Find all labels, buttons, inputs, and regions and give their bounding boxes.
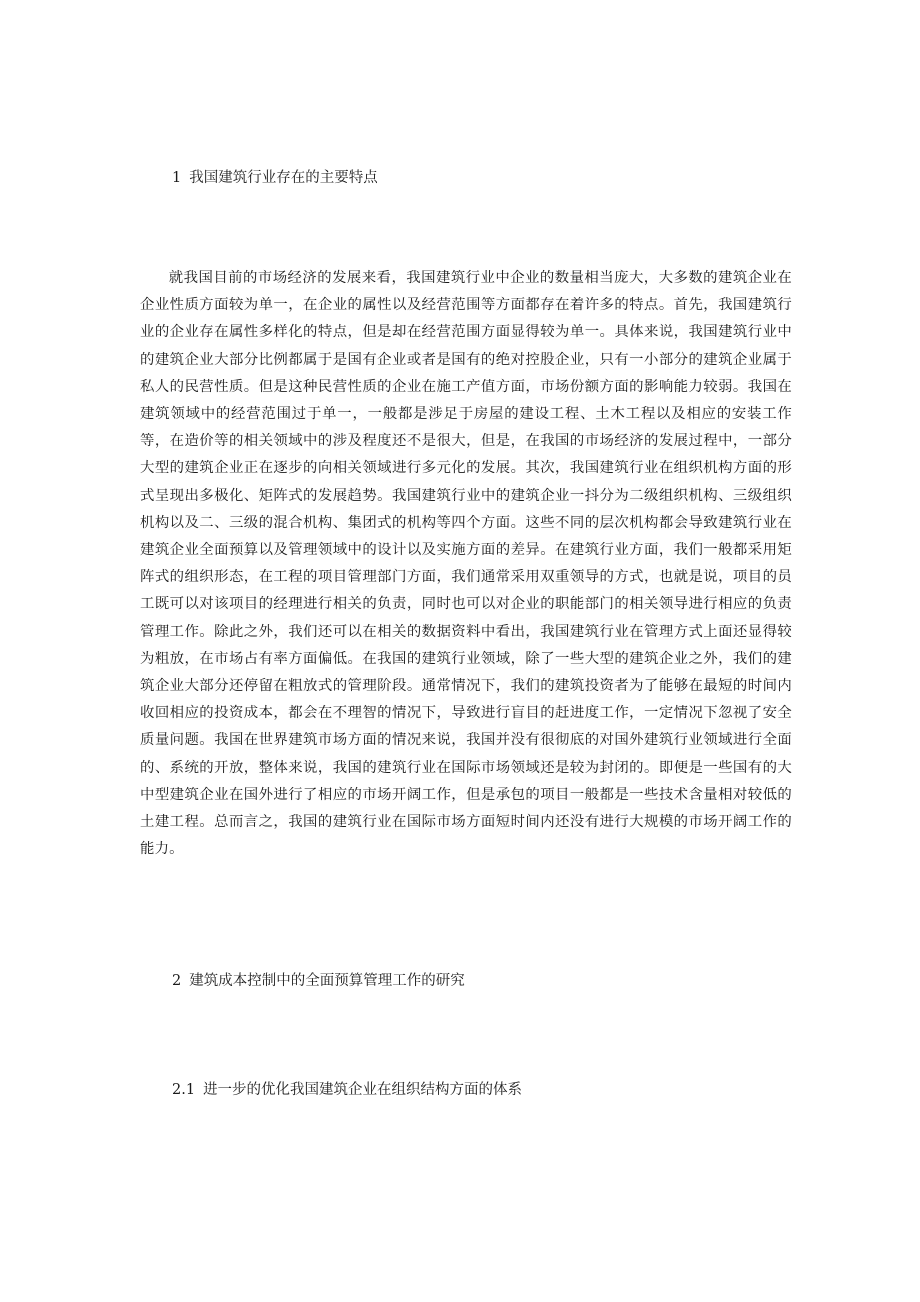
section-number: 2.1 xyxy=(172,1082,196,1098)
section-heading-1 xyxy=(172,168,378,188)
section-title: 建筑成本控制中的全面预算管理工作的研究 xyxy=(189,973,465,989)
section-heading-2 xyxy=(172,971,465,991)
body-paragraph: 就我国目前的市场经济的发展来看，我国建筑行业中企业的数量相当庞大，大多数的建筑企业在企业性质方面较为单一，在企业的属性以及经营范围等方面都存在着许多的特点。首先，我国建筑行业的企业存在属性多样化的特点，但是却在经营范围方面显得较为单一。具体来说，我国建筑行业中的建筑企业大部分比例都属于是国有企业或者是国有的绝对控股企业，只有一小部分的建筑企业属于私人的民营性质。但是这种民营性质的企业在施工产值方面，市场份额方面的影响能力较弱。我国在建筑领域中的经营范围过于单一，一般都是涉足于房屋的建设工程、土木工程以及相应的安装工作等，在造价等的相关领域中的涉及程度还不是很大，但是，在我国的市场经济的发展过程中，一部分大型的建筑企业正在逐步的向相关领域进行多元化的发展。其次，我国建筑行业在组织机构方面的形式呈现出多极化、矩阵式的发展趋势。我国建筑行业中的建筑企业一抖分为二级组织机构、三级组织机构以及二、三级的混合机构、集团式的机构等四个方面。这些不同的层次机构都会导致建筑行业在建筑企业全面预算以及管理领域中的设计以及实施方面的差异。在建筑行业方面，我们一般都采用矩阵式的组织形态，在工程的项目管理部门方面，我们通常采用双重领导的方式，也就是说，项目的员工既可以对该项目的经理进行相关的负责，同时也可以对企业的职能部门的相关领导进行相应的负责管理工作。除此之外，我们还可以在相关的数据资料中看出，我国建筑行业在管理方式上面还显得较为粗放，在市场占有率方面偏低。在我国的建筑行业领域，除了一些大型的建筑企业之外，我们的建筑企业大部分还停留在粗放式的管理阶段。通常情况下，我们的建筑投资者为了能够在最短的时间内收回相应的投资成本，都会在不理智的情况下，导致进行盲目的赶进度工作，一定情况下忽视了安全质量问题。我国在世界建筑市场方面的情况来说，我国并没有很彻底的对国外建筑行业领域进行全面的、系统的开放，整体来说，我国的建筑行业在国际市场领域还是较为封闭的。即便是一些国有的大中型建筑企业在国外进行了相应的市场开阔工作，但是承包的项目一般都是一些技术含量相对较低的土建工程。总而言之，我国的建筑行业在国际市场方面短时间内还没有进行大规模的市场开阔工作的能力。 xyxy=(140,270,792,858)
section-number: 1 xyxy=(172,170,182,186)
section-title: 我国建筑行业存在的主要特点 xyxy=(189,170,378,186)
section-number: 2 xyxy=(172,973,182,989)
section-title: 进一步的优化我国建筑企业在组织结构方面的体系 xyxy=(203,1082,523,1098)
subsection-heading-2-1 xyxy=(172,1080,522,1100)
